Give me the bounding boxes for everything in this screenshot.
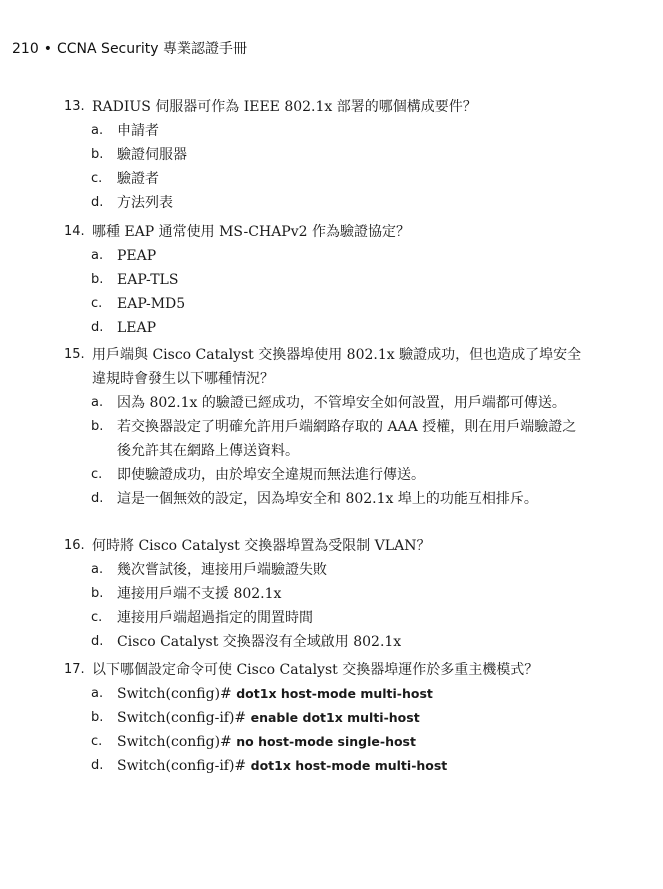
question-text: 何時將 Cisco Catalyst 交換器埠置為受限制 VLAN？ — [92, 538, 431, 554]
option-c — [64, 463, 584, 487]
option-a — [64, 119, 584, 143]
option-letter: c. — [91, 171, 103, 186]
option-text — [117, 682, 584, 706]
option-letter: c. — [91, 296, 103, 311]
cli-command: dot1x host-mode multi-host — [250, 758, 448, 773]
option-letter: d. — [91, 634, 104, 649]
option-c — [64, 167, 584, 191]
option-letter: d. — [91, 195, 104, 210]
question-number: 14. — [64, 224, 85, 239]
question-number: 15. — [64, 347, 85, 362]
option-a — [64, 682, 584, 706]
option-d — [64, 630, 584, 654]
cli-prompt: Switch(config)# — [117, 734, 232, 750]
option-b — [64, 268, 584, 292]
option-text — [117, 730, 584, 754]
cli-command: no host-mode single-host — [236, 734, 416, 749]
option-letter: c. — [91, 467, 103, 482]
question-stem — [64, 220, 584, 244]
option-text: EAP-MD5 — [117, 296, 186, 312]
bullet-separator: • — [43, 41, 52, 57]
option-d — [64, 487, 584, 511]
question-number: 13. — [64, 99, 85, 114]
option-letter: c. — [91, 610, 103, 625]
option-letter: d. — [91, 320, 104, 335]
question-stem — [64, 95, 584, 119]
option-text: LEAP — [117, 320, 157, 336]
question-text: 哪種 EAP 通常使用 MS-CHAPv2 作為驗證協定？ — [92, 224, 410, 240]
option-a — [64, 558, 584, 582]
question-stem — [64, 343, 584, 391]
option-c — [64, 292, 584, 316]
question-text: 用戶端與 Cisco Catalyst 交換器埠使用 802.1x 驗證成功，但也造成了埠安全違規時會發生以下哪種情況？ — [92, 347, 582, 387]
cli-command: dot1x host-mode multi-host — [236, 686, 433, 701]
question-number: 17. — [64, 662, 85, 677]
option-text — [117, 754, 584, 778]
question-text: 以下哪個設定命令可使 Cisco Catalyst 交換器埠運作於多重主機模式？ — [92, 662, 539, 678]
option-letter: d. — [91, 758, 104, 773]
option-letter: b. — [91, 272, 104, 287]
cli-prompt: Switch(config)# — [117, 686, 232, 702]
option-a — [64, 391, 584, 415]
option-letter: c. — [91, 734, 103, 749]
option-d — [64, 191, 584, 215]
question-15 — [64, 343, 584, 511]
option-text: 連接用戶端不支援 802.1x — [117, 586, 282, 602]
option-text: 驗證伺服器 — [117, 147, 187, 163]
option-letter: a. — [91, 123, 104, 138]
cli-prompt: Switch(config-if)# — [117, 710, 247, 726]
question-14 — [64, 220, 584, 340]
option-text: 申請者 — [117, 123, 159, 139]
option-b — [64, 143, 584, 167]
option-c — [64, 730, 584, 754]
question-text: RADIUS 伺服器可作為 IEEE 802.1x 部署的哪個構成要件？ — [92, 99, 477, 115]
page-number: 210 — [12, 41, 39, 57]
option-d — [64, 316, 584, 340]
question-13 — [64, 95, 584, 215]
option-text: 連接用戶端超過指定的閒置時間 — [117, 610, 313, 626]
question-number: 16. — [64, 538, 85, 553]
option-letter: d. — [91, 491, 104, 506]
option-b — [64, 415, 584, 463]
option-text: 因為 802.1x 的驗證已經成功，不管埠安全如何設置，用戶端都可傳送。 — [117, 395, 566, 411]
option-text: 幾次嘗試後，連接用戶端驗證失敗 — [117, 562, 327, 578]
question-16 — [64, 534, 584, 654]
option-text: Cisco Catalyst 交換器沒有全域啟用 802.1x — [117, 634, 402, 650]
option-letter: a. — [91, 248, 104, 263]
option-a — [64, 244, 584, 268]
question-stem — [64, 658, 584, 682]
option-text: 若交換器設定了明確允許用戶端網路存取的 AAA 授權，則在用戶端驗證之後允許其在網路上傳送資料。 — [117, 419, 577, 459]
option-b — [64, 706, 584, 730]
option-letter: b. — [91, 586, 104, 601]
option-text: 方法列表 — [117, 195, 173, 211]
question-stem — [64, 534, 584, 558]
question-17 — [64, 658, 584, 778]
option-letter: a. — [91, 686, 104, 701]
option-text: PEAP — [117, 248, 157, 264]
option-text: 驗證者 — [117, 171, 159, 187]
option-text — [117, 706, 584, 730]
option-letter: b. — [91, 710, 104, 725]
option-d — [64, 754, 584, 778]
option-letter: a. — [91, 395, 104, 410]
option-c — [64, 606, 584, 630]
cli-prompt: Switch(config-if)# — [117, 758, 247, 774]
option-letter: a. — [91, 562, 104, 577]
option-b — [64, 582, 584, 606]
option-text: EAP-TLS — [117, 272, 179, 288]
cli-command: enable dot1x multi-host — [250, 710, 420, 725]
page-header — [12, 38, 247, 58]
option-text: 這是一個無效的設定，因為埠安全和 802.1x 埠上的功能互相排斥。 — [117, 491, 538, 507]
book-title: CCNA Security 專業認證手冊 — [57, 41, 247, 57]
option-letter: b. — [91, 147, 104, 162]
option-text: 即使驗證成功，由於埠安全違規而無法進行傳送。 — [117, 467, 425, 483]
option-letter: b. — [91, 419, 104, 434]
